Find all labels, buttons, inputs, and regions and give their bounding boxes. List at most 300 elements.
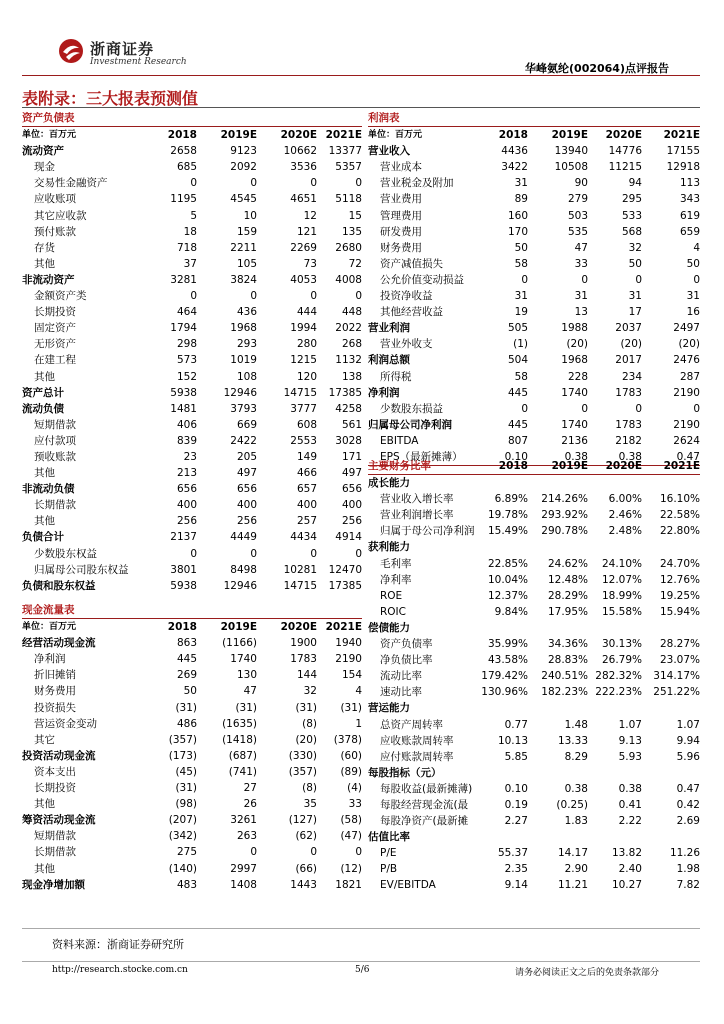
- row-value: 31: [686, 290, 700, 303]
- table-row: [368, 491, 700, 507]
- row-value: 1994: [290, 322, 317, 335]
- row-value: 12.07%: [601, 573, 642, 586]
- row-value: (31): [295, 701, 317, 714]
- row-value: 279: [567, 193, 588, 206]
- row-label: EV/EBITDA: [380, 879, 436, 892]
- row-value: 2.69: [676, 815, 700, 828]
- column-header: 2021E: [663, 129, 700, 142]
- row-value: 138: [341, 370, 362, 383]
- table-row: [22, 288, 362, 304]
- row-value: 10.27: [611, 879, 642, 892]
- data-source: 资料来源：浙商证券研究所: [52, 938, 184, 951]
- row-label: 营业外收支: [380, 338, 433, 351]
- row-value: 37: [183, 257, 197, 270]
- row-value: 9123: [230, 145, 257, 158]
- row-value: 130.96%: [481, 686, 528, 699]
- row-label: P/B: [380, 863, 398, 876]
- column-header: 2020E: [605, 460, 642, 472]
- table-row: [22, 562, 362, 578]
- row-value: 5.96: [676, 750, 700, 763]
- row-label: 其它应收款: [34, 209, 87, 222]
- table-row: [368, 304, 700, 320]
- table-row: [368, 224, 700, 240]
- row-value: 10.04%: [487, 573, 528, 586]
- row-label: 每股经营现金流(最: [380, 798, 469, 811]
- column-header: 2018: [498, 460, 528, 472]
- row-value: 0: [190, 290, 197, 303]
- row-value: 32: [303, 685, 317, 698]
- row-value: 2.46%: [608, 509, 642, 522]
- row-label: 财务费用: [380, 241, 422, 254]
- column-header: 2020E: [280, 621, 317, 634]
- row-label: 应付账款周转率: [380, 750, 454, 763]
- row-value: 0: [250, 290, 257, 303]
- row-value: (207): [168, 814, 197, 827]
- row-value: 0: [310, 177, 317, 190]
- table-row: [22, 159, 362, 175]
- row-value: 170: [507, 225, 528, 238]
- row-value: 24.70%: [659, 557, 700, 570]
- table-row: [368, 143, 700, 159]
- row-value: 659: [679, 225, 700, 238]
- row-value: 8498: [230, 563, 257, 576]
- table-row: [368, 288, 700, 304]
- row-label: 流动资产: [22, 145, 64, 158]
- row-label: ROIC: [380, 605, 406, 618]
- table-row: [368, 401, 700, 417]
- row-value: 159: [236, 225, 257, 238]
- row-value: (140): [168, 862, 197, 875]
- row-label: 归属于母公司净利润: [380, 525, 475, 538]
- row-value: 1408: [230, 878, 257, 891]
- row-value: 656: [236, 483, 257, 496]
- row-value: 13940: [554, 145, 588, 158]
- row-value: 11215: [608, 161, 642, 174]
- row-value: 436: [236, 306, 257, 319]
- table-row: [368, 845, 700, 861]
- row-label: 筹资活动现金流: [22, 814, 96, 827]
- row-value: 2092: [230, 161, 257, 174]
- row-value: 35.99%: [487, 638, 528, 651]
- row-value: 4008: [335, 273, 362, 286]
- row-value: (20): [678, 338, 700, 351]
- unit-label: 单位：百万元: [22, 130, 77, 141]
- row-value: 2.22: [618, 815, 642, 828]
- row-label: 预付账款: [34, 225, 76, 238]
- row-value: 295: [621, 193, 642, 206]
- row-label: 应收账款周转率: [380, 734, 454, 747]
- row-label: 营业成本: [380, 161, 422, 174]
- row-value: 35: [303, 798, 317, 811]
- table-row: [368, 336, 700, 352]
- row-value: 2.48%: [608, 525, 642, 538]
- footer-divider-bottom: [22, 961, 700, 962]
- table-row: [368, 175, 700, 191]
- table-row: [22, 780, 362, 796]
- table-row: [368, 159, 700, 175]
- row-value: 3281: [170, 273, 197, 286]
- row-value: 257: [296, 515, 317, 528]
- row-value: 2136: [561, 434, 588, 447]
- row-value: 16: [686, 306, 700, 319]
- row-value: 240.51%: [541, 670, 588, 683]
- row-value: 256: [176, 515, 197, 528]
- row-value: 535: [567, 225, 588, 238]
- row-value: 573: [176, 354, 197, 367]
- row-value: 1: [355, 717, 362, 730]
- row-value: 0.47: [676, 782, 700, 795]
- row-label: 存货: [34, 241, 55, 254]
- row-value: 290.78%: [541, 525, 588, 538]
- row-label: 其他: [34, 467, 55, 480]
- row-value: 2037: [615, 322, 642, 335]
- row-value: 234: [621, 370, 642, 383]
- row-value: (1418): [222, 733, 257, 746]
- row-value: 1940: [335, 637, 362, 650]
- table-row: [22, 224, 362, 240]
- row-value: 1132: [335, 354, 362, 367]
- row-value: 0: [581, 402, 588, 415]
- row-value: 28.83%: [547, 654, 588, 667]
- row-value: 12470: [328, 563, 362, 576]
- row-value: 0: [693, 273, 700, 286]
- row-value: 10508: [554, 161, 588, 174]
- table-row: [368, 523, 700, 539]
- row-value: (357): [288, 765, 317, 778]
- table-row: [368, 369, 700, 385]
- row-value: 2190: [673, 418, 700, 431]
- row-value: 2997: [230, 862, 257, 875]
- row-value: 619: [679, 209, 700, 222]
- row-value: 0: [635, 273, 642, 286]
- row-value: 0.77: [504, 718, 528, 731]
- row-value: (31): [175, 782, 197, 795]
- row-value: 1.48: [564, 718, 588, 731]
- table-row: [22, 417, 362, 433]
- row-value: 561: [341, 418, 362, 431]
- row-value: (20): [620, 338, 642, 351]
- row-value: 12918: [666, 161, 700, 174]
- row-value: 400: [176, 499, 197, 512]
- table-row: [368, 717, 700, 733]
- row-value: (357): [168, 733, 197, 746]
- row-value: 22.85%: [487, 557, 528, 570]
- row-value: 0: [250, 547, 257, 560]
- row-value: 445: [507, 418, 528, 431]
- section-label: 获利能力: [368, 541, 410, 554]
- row-value: 5118: [335, 193, 362, 206]
- row-value: 50: [628, 257, 642, 270]
- row-label: 非流动负债: [22, 483, 75, 496]
- row-value: 28.29%: [547, 589, 588, 602]
- row-value: 73: [303, 257, 317, 270]
- row-value: 1783: [290, 653, 317, 666]
- row-value: 90: [574, 177, 588, 190]
- row-value: 1481: [170, 402, 197, 415]
- row-value: 444: [296, 306, 317, 319]
- row-value: 7.82: [676, 879, 700, 892]
- row-value: 0.41: [618, 798, 642, 811]
- row-value: 130: [236, 669, 257, 682]
- row-value: 30.13%: [601, 638, 642, 651]
- row-label: 每股收益(最新摊薄): [380, 782, 473, 795]
- row-label: 净负债比率: [380, 654, 433, 667]
- row-value: 1019: [230, 354, 257, 367]
- row-value: 3028: [335, 434, 362, 447]
- column-header: 2020E: [605, 129, 642, 142]
- row-value: 17.95%: [547, 605, 588, 618]
- table-row: [22, 546, 362, 562]
- table-row: [22, 240, 362, 256]
- row-value: 17: [628, 306, 642, 319]
- row-value: 314.17%: [653, 670, 700, 683]
- row-value: 149: [296, 450, 317, 463]
- table-row: [22, 481, 362, 497]
- table-row: [368, 572, 700, 588]
- row-value: 1988: [561, 322, 588, 335]
- row-value: 1900: [290, 637, 317, 650]
- row-value: 657: [296, 483, 317, 496]
- row-value: 293: [236, 338, 257, 351]
- row-value: (741): [228, 765, 257, 778]
- row-value: 400: [296, 499, 317, 512]
- row-value: 9.94: [676, 734, 700, 747]
- row-value: 2.40: [618, 863, 642, 876]
- row-value: 3536: [290, 161, 317, 174]
- row-label: 其他经营收益: [380, 306, 443, 319]
- row-label: 长期投资: [34, 782, 76, 795]
- row-value: 89: [514, 193, 528, 206]
- table-row: [22, 716, 362, 732]
- row-value: 5938: [170, 579, 197, 592]
- table-row: [368, 385, 700, 401]
- row-value: 31: [628, 290, 642, 303]
- row-value: 214.26%: [541, 493, 588, 506]
- row-value: 568: [621, 225, 642, 238]
- row-value: 1968: [230, 322, 257, 335]
- column-header: 2018: [167, 129, 197, 142]
- row-value: 0.38: [618, 450, 642, 463]
- row-label: 负债和股东权益: [22, 579, 96, 592]
- row-label: 其他: [34, 798, 55, 811]
- row-value: 58: [514, 257, 528, 270]
- row-value: 0.10: [504, 782, 528, 795]
- table-row: [22, 513, 362, 529]
- row-value: 343: [679, 193, 700, 206]
- row-label: 资产负债率: [380, 638, 433, 651]
- row-label: 流动比率: [380, 670, 422, 683]
- page-number: 5/6: [355, 965, 370, 975]
- zheshang-logo-icon: [58, 38, 84, 64]
- row-value: 11.21: [557, 879, 588, 892]
- income-statement-table: [368, 110, 700, 466]
- row-label: 每股净资产(最新摊: [380, 815, 469, 828]
- row-label: 营业收入: [368, 145, 410, 158]
- row-value: 466: [296, 467, 317, 480]
- row-value: 179.42%: [481, 670, 528, 683]
- row-label: 投资净收益: [380, 290, 433, 303]
- row-value: 13.33: [557, 734, 588, 747]
- table-title-row: [368, 458, 700, 475]
- row-value: 5357: [335, 161, 362, 174]
- row-label: 资产减值损失: [380, 257, 443, 270]
- table-row: [368, 668, 700, 684]
- row-value: 445: [176, 653, 197, 666]
- table-title: 资产负债表: [22, 112, 75, 124]
- row-value: 228: [567, 370, 588, 383]
- row-value: 160: [507, 209, 528, 222]
- row-value: 0: [310, 846, 317, 859]
- table-row: [368, 556, 700, 572]
- row-value: 32: [628, 241, 642, 254]
- table-row: [368, 208, 700, 224]
- row-value: 31: [514, 290, 528, 303]
- row-value: 4436: [501, 145, 528, 158]
- financial-ratios-table: [368, 458, 700, 894]
- row-value: 0: [355, 177, 362, 190]
- row-value: 17385: [328, 386, 362, 399]
- row-value: 1215: [290, 354, 317, 367]
- row-label: 其它: [34, 733, 55, 746]
- table-row: [22, 320, 362, 336]
- row-value: 28.27%: [659, 638, 700, 651]
- row-value: 14715: [283, 386, 317, 399]
- row-label: 交易性金融资产: [34, 177, 108, 190]
- table-row: [368, 877, 700, 893]
- row-value: 2.35: [504, 863, 528, 876]
- row-label: 预收账款: [34, 450, 76, 463]
- table-row: [22, 748, 362, 764]
- column-header: 2019E: [551, 460, 588, 472]
- row-value: 3793: [230, 402, 257, 415]
- table-row: [22, 828, 362, 844]
- row-value: 256: [236, 515, 257, 528]
- table-row: [368, 240, 700, 256]
- row-label: 少数股东损益: [380, 402, 443, 415]
- row-value: 0.19: [504, 798, 528, 811]
- row-value: (4): [347, 782, 362, 795]
- unit-header-row: [22, 619, 362, 635]
- row-value: 2190: [673, 386, 700, 399]
- balance-sheet-table: [22, 110, 362, 594]
- row-label: 现金净增加额: [22, 878, 85, 891]
- row-value: (45): [175, 765, 197, 778]
- row-value: 12.76%: [659, 573, 700, 586]
- row-value: 121: [296, 225, 317, 238]
- row-label: 营业利润: [368, 322, 410, 335]
- row-value: 182.23%: [541, 686, 588, 699]
- row-label: 短期借款: [34, 830, 76, 843]
- row-value: 9.84%: [494, 605, 528, 618]
- row-value: 2476: [673, 354, 700, 367]
- row-label: 投资损失: [34, 701, 76, 714]
- table-row: [368, 417, 700, 433]
- column-header: 2019E: [220, 129, 257, 142]
- footer-url: http://research.stocke.com.cn: [52, 965, 188, 975]
- row-value: (66): [295, 862, 317, 875]
- row-value: (62): [295, 830, 317, 843]
- row-label: 净利润: [368, 386, 400, 399]
- table-row: [22, 667, 362, 683]
- row-value: 1.83: [564, 815, 588, 828]
- row-label: 营业费用: [380, 193, 422, 206]
- unit-label: 单位：百万元: [368, 130, 423, 141]
- column-header: 2021E: [325, 621, 362, 634]
- row-value: 0.42: [676, 798, 700, 811]
- row-value: 275: [176, 846, 197, 859]
- row-label: 无形资产: [34, 338, 76, 351]
- row-value: (20): [295, 733, 317, 746]
- table-row: [22, 369, 362, 385]
- table-row: [368, 433, 700, 449]
- row-value: 15: [348, 209, 362, 222]
- row-value: 2.90: [564, 863, 588, 876]
- row-value: 47: [243, 685, 257, 698]
- row-value: 685: [176, 161, 197, 174]
- row-label: 现金: [34, 161, 55, 174]
- row-value: (1): [513, 338, 528, 351]
- row-value: 8.29: [564, 750, 588, 763]
- row-value: (1635): [222, 717, 257, 730]
- row-label: 总资产周转率: [380, 718, 443, 731]
- section-label: 营运能力: [368, 702, 410, 715]
- row-value: 55.37: [497, 847, 528, 860]
- unit-label: 单位：百万元: [22, 622, 77, 633]
- row-value: 2680: [335, 241, 362, 254]
- row-value: 1.07: [618, 718, 642, 731]
- table-row: [368, 620, 700, 636]
- row-label: 经营活动现金流: [22, 637, 96, 650]
- table-row: [368, 829, 700, 845]
- row-value: 0.38: [618, 782, 642, 795]
- table-row: [22, 191, 362, 207]
- row-label: 资产总计: [22, 386, 64, 399]
- row-value: 0: [693, 402, 700, 415]
- row-label: 流动负债: [22, 402, 64, 415]
- row-value: 6.89%: [494, 493, 528, 506]
- row-value: 268: [341, 338, 362, 351]
- header-divider: [22, 75, 700, 76]
- section-label: 偿债能力: [368, 621, 410, 634]
- row-value: 608: [296, 418, 317, 431]
- row-label: 净利润: [34, 653, 66, 666]
- row-value: 152: [176, 370, 197, 383]
- row-value: (330): [288, 749, 317, 762]
- row-value: 1740: [561, 418, 588, 431]
- table-row: [22, 497, 362, 513]
- column-header: 2020E: [280, 129, 317, 142]
- row-label: 公允价值变动损益: [380, 273, 464, 286]
- column-header: 2018: [167, 621, 197, 634]
- row-label: P/E: [380, 847, 397, 860]
- row-value: 27: [243, 782, 257, 795]
- row-value: 483: [176, 878, 197, 891]
- row-label: 营业收入增长率: [380, 493, 454, 506]
- row-value: 10.13: [497, 734, 528, 747]
- column-header: 2021E: [663, 460, 700, 472]
- row-value: 24.10%: [601, 557, 642, 570]
- row-value: 1.07: [676, 718, 700, 731]
- row-value: 4: [355, 685, 362, 698]
- row-value: 3777: [290, 402, 317, 415]
- row-value: 5938: [170, 386, 197, 399]
- row-value: (98): [175, 798, 197, 811]
- row-value: (342): [168, 830, 197, 843]
- row-value: 4545: [230, 193, 257, 206]
- row-value: 34.36%: [547, 638, 588, 651]
- row-value: 17155: [666, 145, 700, 158]
- row-value: 50: [183, 685, 197, 698]
